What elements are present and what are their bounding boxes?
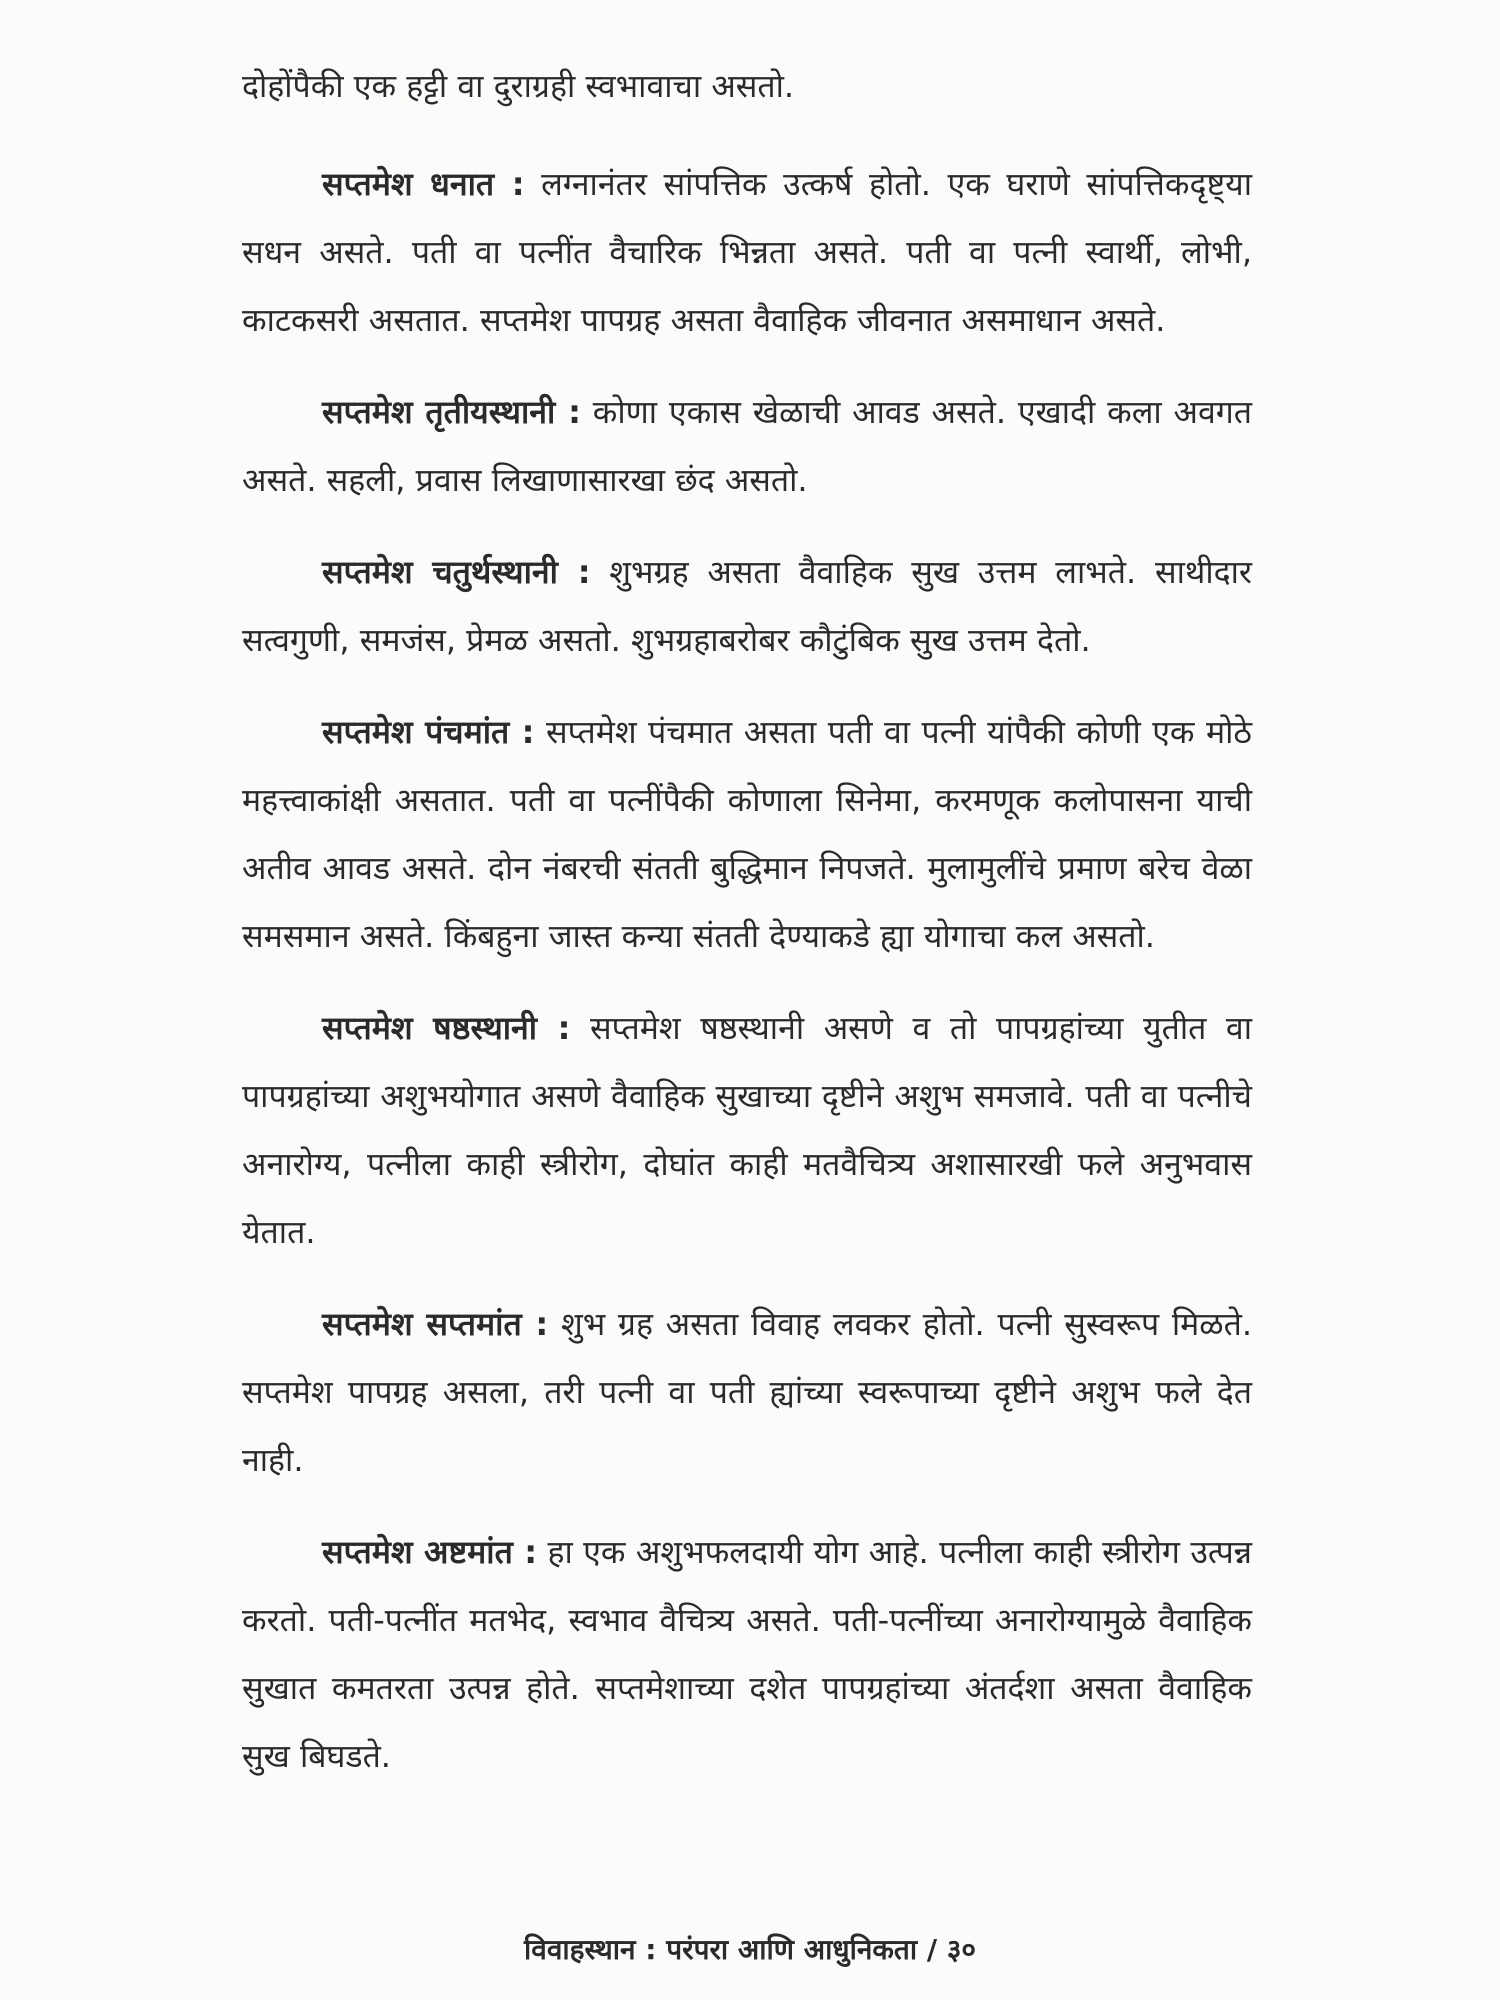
paragraph-text: कोणा एकास खेळाची आवड असते. एखादी कला अवगत असते. सहली, प्रवास लिखाणासारखा छंद असतो. bbox=[242, 393, 1253, 499]
paragraph-heading: सप्तमेश धनात : bbox=[322, 165, 525, 203]
paragraph-heading: सप्तमेश तृतीयस्थानी : bbox=[322, 393, 581, 431]
paragraph-text: सप्तमेश पंचमात असता पती वा पत्नी यांपैकी कोणी एक मोठे महत्त्वाकांक्षी असतात. पती वा पत्नींपैकी कोणाला सिनेमा, करमणूक कलोपासना याची अतीव आवड असते. दोन नंबरची संतती बुद्धिमान निपजते. मुलामुलींचे प्रमाण बरेच वेळा समसमान असते. किंबहुना जास्त कन्या संतती देण्याकडे ह्या योगाचा कल असतो. bbox=[242, 713, 1252, 955]
page-footer: विवाहस्थान : परंपरा आणि आधुनिकता / ३० bbox=[524, 1933, 976, 1966]
paragraph-panchama bbox=[242, 698, 1252, 970]
paragraph-saptama bbox=[242, 1290, 1252, 1494]
paragraph-heading: सप्तमेश षष्ठस्थानी : bbox=[322, 1009, 571, 1047]
paragraph-shashtha bbox=[242, 994, 1252, 1266]
paragraph-text: शुभ ग्रह असता विवाह लवकर होतो. पत्नी सुस्वरूप मिळते. सप्तमेश पापग्रह असला, तरी पत्नी वा पती ह्यांच्या स्वरूपाच्या दृष्टीने अशुभ फले देत नाही. bbox=[242, 1305, 1253, 1479]
paragraph-heading: सप्तमेश सप्तमांत : bbox=[322, 1305, 549, 1343]
paragraph-heading: सप्तमेश पंचमांत : bbox=[322, 713, 535, 751]
paragraph-text: लग्नानंतर सांपत्तिक उत्कर्ष होतो. एक घराणे सांपत्तिकदृष्ट्या सधन असते. पती वा पत्नींत वैचारिक भिन्नता असते. पती वा पत्नी स्वार्थी, लोभी, काटकसरी असतात. सप्तमेश पापग्रह असता वैवाहिक जीवनात असमाधान असते. bbox=[242, 165, 1253, 339]
paragraph-ashtama bbox=[242, 1518, 1252, 1790]
paragraph-dhanat bbox=[242, 150, 1252, 354]
paragraph-text: सप्तमेश षष्ठस्थानी असणे व तो पापग्रहांच्या युतीत वा पापग्रहांच्या अशुभयोगात असणे वैवाहिक सुखाच्या दृष्टीने अशुभ समजावे. पती वा पत्नीचे अनारोग्य, पत्नीला काही स्त्रीरोग, दोघांत काही मतवैचित्र्य अशासारखी फले अनुभवास येतात. bbox=[242, 1009, 1253, 1251]
paragraph-heading: सप्तमेश अष्टमांत : bbox=[322, 1533, 538, 1571]
opening-line: दोहोंपैकी एक हट्टी वा दुराग्रही स्वभावाचा असतो. bbox=[242, 67, 795, 105]
paragraph-chaturtha bbox=[242, 538, 1252, 674]
paragraph-text: हा एक अशुभफलदायी योग आहे. पत्नीला काही स्त्रीरोग उत्पन्न करतो. पती-पत्नींत मतभेद, स्वभाव वैचित्र्य असते. पती-पत्नींच्या अनारोग्यामुळे वैवाहिक सुखात कमतरता उत्पन्न होते. सप्तमेशाच्या दशेत पापग्रहांच्या अंतर्दशा असता वैवाहिक सुख बिघडते. bbox=[242, 1533, 1252, 1775]
paragraph-heading: सप्तमेश चतुर्थस्थानी : bbox=[322, 553, 591, 591]
paragraph-text: शुभग्रह असता वैवाहिक सुख उत्तम लाभते. साथीदार सत्वगुणी, समजंस, प्रेमळ असतो. शुभग्रहाबरोबर कौटुंबिक सुख उत्तम देतो. bbox=[242, 553, 1252, 659]
paragraph-tritiya bbox=[242, 378, 1252, 514]
